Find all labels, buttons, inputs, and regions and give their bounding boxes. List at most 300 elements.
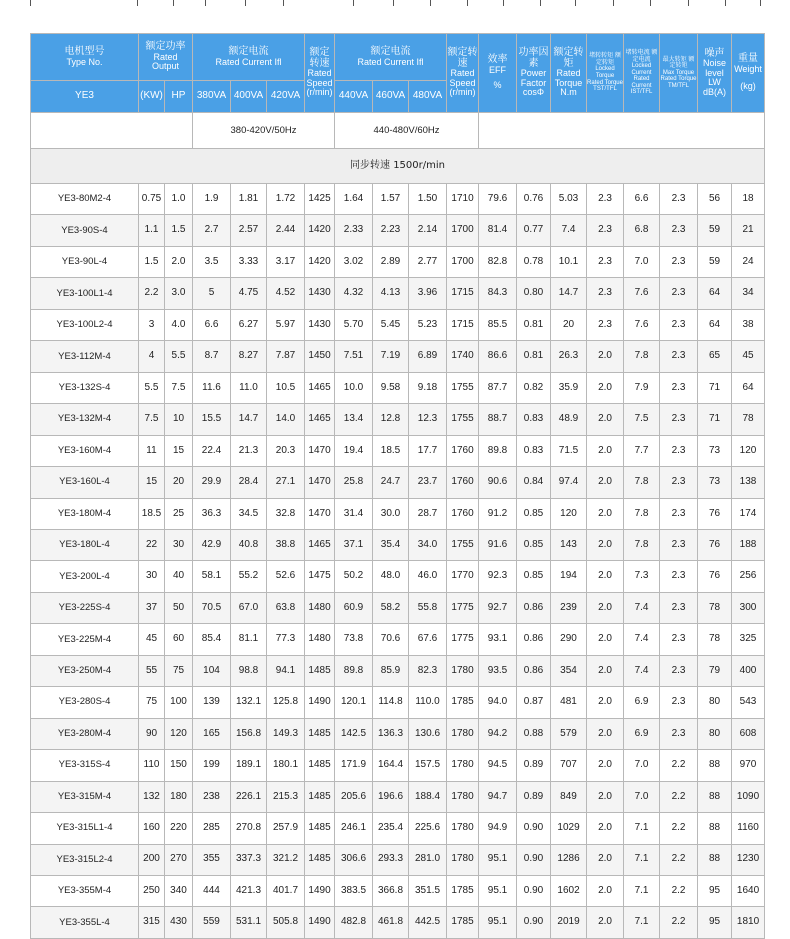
value-cell: 1770 xyxy=(447,561,479,592)
value-cell: 1602 xyxy=(551,875,587,906)
value-cell: 38 xyxy=(732,309,765,340)
value-cell: 11.0 xyxy=(231,372,267,403)
value-cell: 321.2 xyxy=(267,844,305,875)
value-cell: 7.19 xyxy=(373,341,409,372)
value-cell: 94.2 xyxy=(479,718,517,749)
value-cell: 0.77 xyxy=(517,215,551,246)
value-cell: 2.0 xyxy=(587,372,624,403)
model-cell: YE3-315L2-4 xyxy=(31,844,139,875)
value-cell: 9.18 xyxy=(409,372,447,403)
value-cell: 2.0 xyxy=(587,341,624,372)
value-cell: 95 xyxy=(698,875,732,906)
header-rated-speed-60hz: 额定转速 Rated Speed (r/min) xyxy=(447,34,479,113)
value-cell: 1700 xyxy=(447,246,479,277)
value-cell: 64 xyxy=(698,309,732,340)
value-cell: 2.7 xyxy=(193,215,231,246)
table-row xyxy=(31,435,765,466)
value-cell: 165 xyxy=(193,718,231,749)
value-cell: 63.8 xyxy=(267,592,305,623)
value-cell: 1286 xyxy=(551,844,587,875)
value-cell: 95 xyxy=(698,907,732,938)
value-cell: 94.7 xyxy=(479,781,517,812)
value-cell: 64 xyxy=(698,278,732,309)
value-cell: 4.75 xyxy=(231,278,267,309)
value-cell: 2.14 xyxy=(409,215,447,246)
value-cell: 81.1 xyxy=(231,624,267,655)
value-cell: 0.78 xyxy=(517,246,551,277)
value-cell: 1760 xyxy=(447,498,479,529)
value-cell: 7.1 xyxy=(624,813,660,844)
value-cell: 481 xyxy=(551,687,587,718)
value-cell: 7.9 xyxy=(624,372,660,403)
value-cell: 27.1 xyxy=(267,467,305,498)
value-cell: 171.9 xyxy=(335,750,373,781)
value-cell: 0.88 xyxy=(517,718,551,749)
value-cell: 79 xyxy=(698,655,732,686)
value-cell: 60 xyxy=(165,624,193,655)
value-cell: 442.5 xyxy=(409,907,447,938)
value-cell: 97.4 xyxy=(551,467,587,498)
value-cell: 1470 xyxy=(305,498,335,529)
header-hp: HP xyxy=(165,81,193,113)
value-cell: 421.3 xyxy=(231,875,267,906)
value-cell: 1485 xyxy=(305,844,335,875)
model-cell: YE3-280M-4 xyxy=(31,718,139,749)
value-cell: 1.81 xyxy=(231,184,267,215)
value-cell: 13.4 xyxy=(335,404,373,435)
table-row xyxy=(31,404,765,435)
value-cell: 0.85 xyxy=(517,529,551,560)
value-cell: 20.3 xyxy=(267,435,305,466)
value-cell: 444 xyxy=(193,875,231,906)
value-cell: 226.1 xyxy=(231,781,267,812)
value-cell: 1485 xyxy=(305,655,335,686)
value-cell: 0.89 xyxy=(517,781,551,812)
value-cell: 149.3 xyxy=(267,718,305,749)
value-cell: 1465 xyxy=(305,529,335,560)
value-cell: 2.44 xyxy=(267,215,305,246)
model-cell: YE3-200L-4 xyxy=(31,561,139,592)
value-cell: 0.85 xyxy=(517,561,551,592)
value-cell: 1640 xyxy=(732,875,765,906)
value-cell: 505.8 xyxy=(267,907,305,938)
value-cell: 67.6 xyxy=(409,624,447,655)
value-cell: 1.64 xyxy=(335,184,373,215)
value-cell: 225.6 xyxy=(409,813,447,844)
value-cell: 150 xyxy=(165,750,193,781)
value-cell: 2.2 xyxy=(660,781,698,812)
value-cell: 14.7 xyxy=(231,404,267,435)
value-cell: 78 xyxy=(698,592,732,623)
value-cell: 2.3 xyxy=(660,372,698,403)
value-cell: 2.3 xyxy=(660,529,698,560)
value-cell: 5.5 xyxy=(165,341,193,372)
value-cell: 2.3 xyxy=(660,655,698,686)
value-cell: 2.0 xyxy=(587,435,624,466)
model-cell: YE3-315S-4 xyxy=(31,750,139,781)
value-cell: 5.23 xyxy=(409,309,447,340)
value-cell: 32.8 xyxy=(267,498,305,529)
value-cell: 1.72 xyxy=(267,184,305,215)
value-cell: 180.1 xyxy=(267,750,305,781)
value-cell: 50 xyxy=(165,592,193,623)
value-cell: 2.3 xyxy=(660,309,698,340)
value-cell: 19.4 xyxy=(335,435,373,466)
value-cell: 2.0 xyxy=(587,813,624,844)
value-cell: 0.83 xyxy=(517,435,551,466)
value-cell: 0.90 xyxy=(517,875,551,906)
value-cell: 138 xyxy=(732,467,765,498)
value-cell: 87.7 xyxy=(479,372,517,403)
value-cell: 2.57 xyxy=(231,215,267,246)
value-cell: 90.6 xyxy=(479,467,517,498)
value-cell: 12.3 xyxy=(409,404,447,435)
value-cell: 1485 xyxy=(305,813,335,844)
value-cell: 970 xyxy=(732,750,765,781)
value-cell: 2.0 xyxy=(165,246,193,277)
value-cell: 355 xyxy=(193,844,231,875)
value-cell: 55.8 xyxy=(409,592,447,623)
value-cell: 5.5 xyxy=(139,372,165,403)
value-cell: 1715 xyxy=(447,309,479,340)
value-cell: 139 xyxy=(193,687,231,718)
value-cell: 2.2 xyxy=(660,875,698,906)
value-cell: 7.6 xyxy=(624,309,660,340)
value-cell: 37 xyxy=(139,592,165,623)
value-cell: 7.87 xyxy=(267,341,305,372)
value-cell: 38.8 xyxy=(267,529,305,560)
value-cell: 58.1 xyxy=(193,561,231,592)
value-cell: 104 xyxy=(193,655,231,686)
value-cell: 2.0 xyxy=(587,687,624,718)
value-cell: 2.3 xyxy=(660,687,698,718)
value-cell: 120 xyxy=(165,718,193,749)
value-cell: 76 xyxy=(698,498,732,529)
model-cell: YE3-112M-4 xyxy=(31,341,139,372)
value-cell: 1.9 xyxy=(193,184,231,215)
value-cell: 1160 xyxy=(732,813,765,844)
value-cell: 91.6 xyxy=(479,529,517,560)
value-cell: 2.3 xyxy=(587,184,624,215)
table-row xyxy=(31,687,765,718)
value-cell: 250 xyxy=(139,875,165,906)
value-cell: 120 xyxy=(732,435,765,466)
value-cell: 1.50 xyxy=(409,184,447,215)
value-cell: 7.8 xyxy=(624,341,660,372)
value-cell: 2.0 xyxy=(587,844,624,875)
value-cell: 1700 xyxy=(447,215,479,246)
value-cell: 14.0 xyxy=(267,404,305,435)
value-cell: 6.27 xyxy=(231,309,267,340)
value-cell: 0.82 xyxy=(517,372,551,403)
value-cell: 156.8 xyxy=(231,718,267,749)
value-cell: 77.3 xyxy=(267,624,305,655)
value-cell: 55.2 xyxy=(231,561,267,592)
value-cell: 0.86 xyxy=(517,624,551,655)
value-cell: 366.8 xyxy=(373,875,409,906)
value-cell: 11.6 xyxy=(193,372,231,403)
value-cell: 300 xyxy=(732,592,765,623)
value-cell: 2.3 xyxy=(660,215,698,246)
value-cell: 132 xyxy=(139,781,165,812)
value-cell: 7.4 xyxy=(551,215,587,246)
value-cell: 7.4 xyxy=(624,624,660,655)
value-cell: 10 xyxy=(165,404,193,435)
value-cell: 0.83 xyxy=(517,404,551,435)
value-cell: 1775 xyxy=(447,624,479,655)
value-cell: 5.45 xyxy=(373,309,409,340)
value-cell: 2.23 xyxy=(373,215,409,246)
model-cell: YE3-100L2-4 xyxy=(31,309,139,340)
value-cell: 0.90 xyxy=(517,813,551,844)
value-cell: 2.0 xyxy=(587,750,624,781)
value-cell: 2.3 xyxy=(660,561,698,592)
value-cell: 29.9 xyxy=(193,467,231,498)
value-cell: 73.8 xyxy=(335,624,373,655)
value-cell: 1490 xyxy=(305,687,335,718)
model-cell: YE3-315L1-4 xyxy=(31,813,139,844)
value-cell: 1490 xyxy=(305,875,335,906)
value-cell: 2.0 xyxy=(587,655,624,686)
value-cell: 59 xyxy=(698,246,732,277)
value-cell: 1.57 xyxy=(373,184,409,215)
value-cell: 200 xyxy=(139,844,165,875)
value-cell: 2.0 xyxy=(587,781,624,812)
value-cell: 2.0 xyxy=(587,718,624,749)
value-cell: 14.7 xyxy=(551,278,587,309)
value-cell: 21 xyxy=(732,215,765,246)
value-cell: 1485 xyxy=(305,718,335,749)
value-cell: 18 xyxy=(732,184,765,215)
header-kw: (KW) xyxy=(139,81,165,113)
value-cell: 88 xyxy=(698,750,732,781)
freq-blank-right xyxy=(479,113,765,149)
value-cell: 7.0 xyxy=(624,781,660,812)
table-row xyxy=(31,246,765,277)
value-cell: 110.0 xyxy=(409,687,447,718)
value-cell: 56 xyxy=(698,184,732,215)
header-noise: 噪声 Noise level LW dB(A) xyxy=(698,34,732,113)
value-cell: 7.0 xyxy=(624,750,660,781)
value-cell: 325 xyxy=(732,624,765,655)
value-cell: 7.8 xyxy=(624,498,660,529)
freq-50hz: 380-420V/50Hz xyxy=(193,113,335,149)
value-cell: 1485 xyxy=(305,750,335,781)
value-cell: 1465 xyxy=(305,372,335,403)
value-cell: 246.1 xyxy=(335,813,373,844)
value-cell: 1760 xyxy=(447,435,479,466)
table-row xyxy=(31,718,765,749)
value-cell: 75 xyxy=(139,687,165,718)
value-cell: 2.0 xyxy=(587,404,624,435)
value-cell: 482.8 xyxy=(335,907,373,938)
value-cell: 6.6 xyxy=(193,309,231,340)
value-cell: 3 xyxy=(139,309,165,340)
header-max-torque-ratio: 最大转矩 额定转矩 Max Torque Rated Torque TM/TFL xyxy=(660,34,698,113)
value-cell: 48.9 xyxy=(551,404,587,435)
value-cell: 23.7 xyxy=(409,467,447,498)
value-cell: 7.1 xyxy=(624,907,660,938)
value-cell: 6.6 xyxy=(624,184,660,215)
value-cell: 1775 xyxy=(447,592,479,623)
value-cell: 60.9 xyxy=(335,592,373,623)
value-cell: 2.3 xyxy=(660,404,698,435)
header-460va: 460VA xyxy=(373,81,409,113)
value-cell: 4.52 xyxy=(267,278,305,309)
value-cell: 34.0 xyxy=(409,529,447,560)
value-cell: 88 xyxy=(698,813,732,844)
value-cell: 7.7 xyxy=(624,435,660,466)
value-cell: 132.1 xyxy=(231,687,267,718)
value-cell: 2.3 xyxy=(660,246,698,277)
header-rated-torque: 额定转矩 Rated Torque N.m xyxy=(551,34,587,113)
value-cell: 1755 xyxy=(447,404,479,435)
value-cell: 81.4 xyxy=(479,215,517,246)
value-cell: 30 xyxy=(165,529,193,560)
value-cell: 0.85 xyxy=(517,498,551,529)
value-cell: 7.5 xyxy=(624,404,660,435)
value-cell: 2.0 xyxy=(587,592,624,623)
value-cell: 15 xyxy=(139,467,165,498)
value-cell: 579 xyxy=(551,718,587,749)
value-cell: 82.3 xyxy=(409,655,447,686)
value-cell: 0.81 xyxy=(517,341,551,372)
value-cell: 20 xyxy=(551,309,587,340)
value-cell: 220 xyxy=(165,813,193,844)
value-cell: 281.0 xyxy=(409,844,447,875)
value-cell: 120 xyxy=(551,498,587,529)
value-cell: 2.3 xyxy=(660,592,698,623)
value-cell: 5 xyxy=(193,278,231,309)
value-cell: 34.5 xyxy=(231,498,267,529)
sync-speed-banner: 同步转速 1500r/min xyxy=(31,149,765,184)
value-cell: 1780 xyxy=(447,655,479,686)
value-cell: 1485 xyxy=(305,781,335,812)
value-cell: 188 xyxy=(732,529,765,560)
value-cell: 2.3 xyxy=(587,246,624,277)
value-cell: 2.0 xyxy=(587,624,624,655)
model-cell: YE3-132M-4 xyxy=(31,404,139,435)
value-cell: 136.3 xyxy=(373,718,409,749)
value-cell: 94.5 xyxy=(479,750,517,781)
value-cell: 94.1 xyxy=(267,655,305,686)
value-cell: 8.7 xyxy=(193,341,231,372)
value-cell: 0.75 xyxy=(139,184,165,215)
value-cell: 46.0 xyxy=(409,561,447,592)
value-cell: 12.8 xyxy=(373,404,409,435)
motor-spec-table xyxy=(30,33,765,939)
value-cell: 25.8 xyxy=(335,467,373,498)
value-cell: 354 xyxy=(551,655,587,686)
value-cell: 1810 xyxy=(732,907,765,938)
value-cell: 10.5 xyxy=(267,372,305,403)
value-cell: 95.1 xyxy=(479,907,517,938)
value-cell: 1780 xyxy=(447,844,479,875)
value-cell: 30 xyxy=(139,561,165,592)
value-cell: 40.8 xyxy=(231,529,267,560)
value-cell: 0.84 xyxy=(517,467,551,498)
value-cell: 2.0 xyxy=(587,561,624,592)
value-cell: 1420 xyxy=(305,215,335,246)
value-cell: 7.1 xyxy=(624,844,660,875)
value-cell: 18.5 xyxy=(373,435,409,466)
previous-table-edge xyxy=(0,0,790,6)
value-cell: 11 xyxy=(139,435,165,466)
value-cell: 15 xyxy=(165,435,193,466)
value-cell: 79.6 xyxy=(479,184,517,215)
value-cell: 50.2 xyxy=(335,561,373,592)
value-cell: 7.5 xyxy=(139,404,165,435)
value-cell: 2.3 xyxy=(660,341,698,372)
value-cell: 2.0 xyxy=(587,498,624,529)
value-cell: 1470 xyxy=(305,467,335,498)
value-cell: 1465 xyxy=(305,404,335,435)
value-cell: 94.9 xyxy=(479,813,517,844)
value-cell: 430 xyxy=(165,907,193,938)
table-row xyxy=(31,561,765,592)
value-cell: 1450 xyxy=(305,341,335,372)
value-cell: 1425 xyxy=(305,184,335,215)
value-cell: 0.76 xyxy=(517,184,551,215)
value-cell: 1780 xyxy=(447,781,479,812)
value-cell: 21.3 xyxy=(231,435,267,466)
value-cell: 89.8 xyxy=(335,655,373,686)
value-cell: 194 xyxy=(551,561,587,592)
header-locked-current-ratio: 堵转电流 额定电流 Locked Current Rated Current IST/TFL xyxy=(624,34,660,113)
value-cell: 9.58 xyxy=(373,372,409,403)
value-cell: 84.3 xyxy=(479,278,517,309)
value-cell: 67.0 xyxy=(231,592,267,623)
value-cell: 0.90 xyxy=(517,844,551,875)
value-cell: 1.5 xyxy=(165,215,193,246)
model-cell: YE3-100L1-4 xyxy=(31,278,139,309)
header-efficiency: 效率 EFF % xyxy=(479,34,517,113)
value-cell: 3.96 xyxy=(409,278,447,309)
value-cell: 290 xyxy=(551,624,587,655)
value-cell: 5.70 xyxy=(335,309,373,340)
value-cell: 70.5 xyxy=(193,592,231,623)
value-cell: 25 xyxy=(165,498,193,529)
value-cell: 6.9 xyxy=(624,718,660,749)
value-cell: 2.3 xyxy=(587,278,624,309)
value-cell: 92.7 xyxy=(479,592,517,623)
model-cell: YE3-90S-4 xyxy=(31,215,139,246)
header-400va: 400VA xyxy=(231,81,267,113)
value-cell: 2.3 xyxy=(587,309,624,340)
value-cell: 461.8 xyxy=(373,907,409,938)
value-cell: 5.97 xyxy=(267,309,305,340)
value-cell: 1090 xyxy=(732,781,765,812)
value-cell: 1780 xyxy=(447,813,479,844)
value-cell: 85.5 xyxy=(479,309,517,340)
value-cell: 707 xyxy=(551,750,587,781)
value-cell: 88.7 xyxy=(479,404,517,435)
model-cell: YE3-355M-4 xyxy=(31,875,139,906)
value-cell: 98.8 xyxy=(231,655,267,686)
value-cell: 3.33 xyxy=(231,246,267,277)
value-cell: 30.0 xyxy=(373,498,409,529)
value-cell: 4.13 xyxy=(373,278,409,309)
value-cell: 1785 xyxy=(447,875,479,906)
value-cell: 34 xyxy=(732,278,765,309)
value-cell: 7.5 xyxy=(165,372,193,403)
header-series: YE3 xyxy=(31,81,139,113)
value-cell: 1780 xyxy=(447,750,479,781)
value-cell: 306.6 xyxy=(335,844,373,875)
value-cell: 20 xyxy=(165,467,193,498)
value-cell: 199 xyxy=(193,750,231,781)
value-cell: 114.8 xyxy=(373,687,409,718)
